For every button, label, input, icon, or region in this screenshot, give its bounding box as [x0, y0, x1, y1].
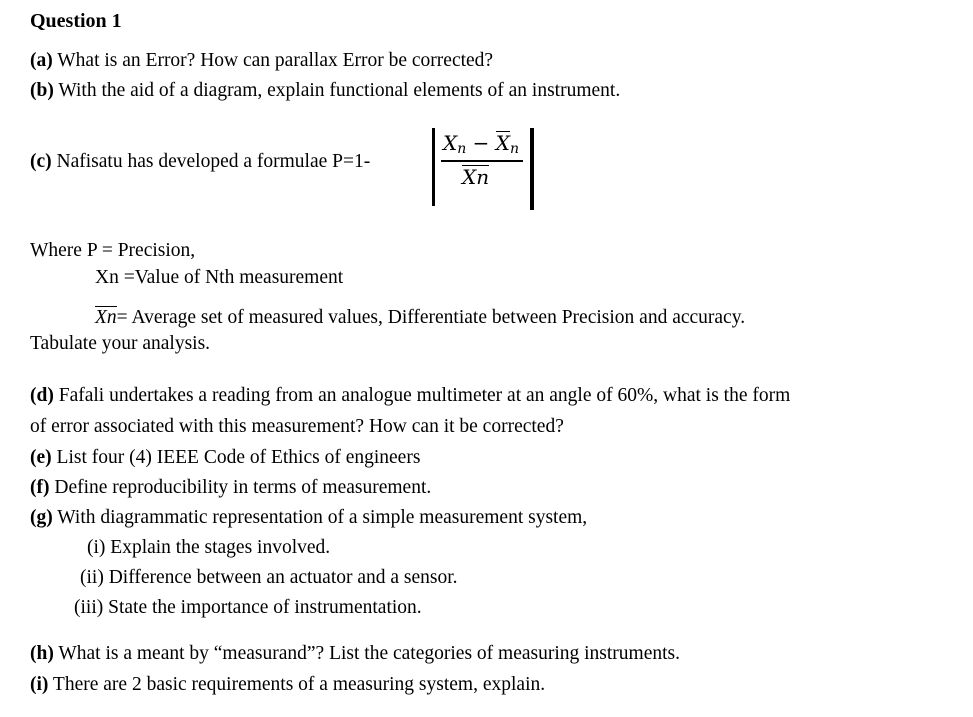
question-f-tag: (f): [30, 477, 50, 498]
question-d-tag: (d): [30, 385, 54, 406]
question-d: [30, 386, 790, 406]
question-c-tag: (c): [30, 151, 52, 172]
question-g-text: With diagrammatic representation of a simple measurement system,: [52, 507, 588, 528]
mean-symbol: Xn: [95, 307, 117, 328]
question-title: Question 1: [30, 10, 122, 32]
question-b-tag: (b): [30, 80, 54, 101]
question-f: [30, 478, 431, 498]
formula-num-left: $X_n$: [443, 131, 467, 157]
formula-numerator: [443, 133, 519, 156]
question-e: [30, 448, 420, 468]
question-g-sub-1: (i) Explain the stages involved.: [87, 537, 331, 558]
question-g-sub-3: (iii) State the importance of instrumentation.: [74, 597, 422, 618]
question-a-text: What is an Error? How can parallax Error be corrected?: [52, 50, 494, 71]
question-b-text: With the aid of a diagram, explain functional elements of an instrument.: [53, 80, 621, 101]
question-g-sub-2: (ii) Difference between an actuator and a sensor.: [80, 567, 458, 588]
question-h-tag: (h): [30, 643, 54, 664]
formula-denominator: Xn: [462, 165, 490, 189]
question-i-text: There are 2 basic requirements of a measuring system, explain.: [48, 674, 546, 695]
where-line-1: Where P = Precision,: [30, 240, 196, 261]
question-i-tag: (i): [30, 674, 49, 695]
question-i: [30, 675, 545, 695]
question-d-continued: of error associated with this measurement? How can it be corrected?: [30, 416, 564, 437]
question-a-tag: (a): [30, 50, 53, 71]
question-h: [30, 644, 680, 664]
question-b: [30, 81, 620, 101]
where-line-3-text: = Average set of measured values, Differentiate between Precision and accuracy.: [116, 307, 746, 328]
question-a: [30, 51, 493, 71]
question-g-tag: (g): [30, 507, 53, 528]
question-e-tag: (e): [30, 447, 52, 468]
question-g: [30, 508, 587, 528]
question-d-text-1: Fafali undertakes a reading from an analogue multimeter at an angle of 60%, what is the form: [53, 385, 791, 406]
question-h-text: What is a meant by “measurand”? List the categories of measuring instruments.: [53, 643, 680, 664]
where-line-3: [95, 308, 745, 328]
abs-bar-right: [530, 128, 534, 210]
formula-minus: −: [472, 131, 490, 155]
where-line-2: Xn =Value of Nth measurement: [95, 267, 344, 288]
formula-fraction-line: [441, 160, 523, 162]
formula-num-right: $X_n$: [495, 131, 520, 157]
question-f-text: Define reproducibility in terms of measurement.: [49, 477, 432, 498]
where-line-4: Tabulate your analysis.: [30, 333, 211, 354]
question-c: [30, 152, 370, 172]
question-e-text: List four (4) IEEE Code of Ethics of engineers: [51, 447, 421, 468]
question-c-text: Nafisatu has developed a formulae P=1-: [51, 151, 371, 172]
abs-bar-left: [432, 128, 435, 206]
